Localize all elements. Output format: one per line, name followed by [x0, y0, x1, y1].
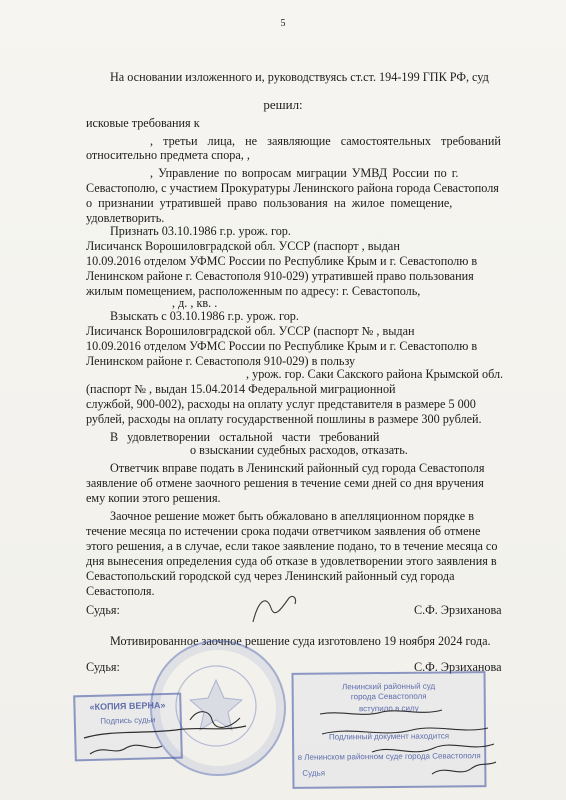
text-line: Заочное решение может быть обжаловано в апелляционном порядке в	[110, 509, 474, 523]
reasoned-decision-line: Мотивированное заочное решение суда изготовлено 19 ноября 2024 года.	[110, 634, 491, 648]
text-line: удовлетворить.	[86, 211, 165, 225]
text-line: о взыскании судебных расходов, отказать.	[190, 443, 408, 457]
judge-name: С.Ф. Эрзиханова	[414, 603, 502, 617]
text-line: Лисичанск Ворошиловградской обл. УССР (паспорт , выдан	[86, 239, 400, 253]
text-line: ему копии этого решения.	[86, 491, 221, 505]
court-stamp-line: города Севастополя	[350, 691, 427, 702]
text-line: 10.09.2016 отделом УФМС России по Республике Крым и г. Севастополю в	[86, 339, 478, 353]
court-stamp-line: Подлинный документ находится	[328, 731, 450, 742]
text-line: 10.09.2016 отделом УФМС России по Республике Крым и г. Севастополю в	[86, 254, 478, 268]
text-line: , д. , кв. .	[172, 296, 218, 310]
text-line: , третьи лица, не заявляющие самостоятельных требований	[150, 134, 501, 148]
text-line: Ленинском районе г. Севастополя 910-029) утратившей право пользования	[86, 269, 474, 283]
copy-signature-icon	[80, 706, 250, 764]
text-line: Севастополя.	[86, 584, 155, 598]
text-line: Севастополю, с участием Прокуратуры Ленинского района города Севастополя	[86, 181, 499, 195]
copy-true-line: Подпись судьи	[100, 715, 156, 726]
text-line: Лисичанск Ворошиловградской обл. УССР (паспорт № , выдан	[86, 324, 415, 338]
text-line: Ленинском районе г. Севастополя 910-029) в пользу	[86, 354, 356, 368]
text-line: исковые требования к	[86, 116, 200, 130]
judge-label: Судья:	[86, 603, 120, 617]
decision-heading: решил:	[263, 97, 303, 112]
text-line: заявление об отмене заочного решения в течение семи дней со дня вручения	[86, 476, 484, 490]
text-line: Взыскать с 03.10.1986 г.р. урож. гор.	[110, 309, 299, 323]
text-line: рублей, расходы на оплату государственной пошлины в размере 300 рублей.	[86, 412, 482, 426]
judge-label: Судья:	[86, 660, 120, 674]
text-line: В удовлетворении остальной части требований	[110, 430, 380, 444]
text-line: этого решения, а в случае, если такое заявление подано, то в течение месяца со	[86, 539, 498, 553]
judge-signature-icon	[245, 588, 305, 628]
text-line: (паспорт № , выдан 15.04.2014 Федеральной миграционной	[86, 382, 396, 396]
copy-true-title: «КОПИЯ ВЕРНА»	[89, 700, 166, 712]
text-line: о признании утратившей право пользования на жилое помещение,	[86, 196, 453, 210]
page-number: 5	[280, 18, 286, 29]
text-line: , урож. гор. Саки Сакского района Крымской обл.	[246, 367, 504, 381]
text-line: Признать 03.10.1986 г.р. урож. гор.	[110, 224, 291, 238]
text-line: службой, 900-002), расходы на оплату услуг представителя в размере 5 000	[86, 397, 476, 411]
court-stamp-line: в Ленинском районном суде города Севастополя	[297, 751, 481, 762]
text-line: дня вынесения определения суда об отказе в удовлетворении этого заявления в	[86, 554, 497, 568]
court-stamp-line: вступило в силу	[358, 703, 419, 714]
text-line: жилым помещением, расположенным по адресу: г. Севастополь,	[86, 284, 421, 298]
court-stamp-line: Ленинский районный суд	[341, 681, 436, 692]
text-line: , Управление по вопросам миграции УМВД России по г.	[150, 166, 459, 180]
court-stamp-line: Судья	[302, 768, 326, 778]
text-line: Ответчик вправе подать в Ленинский районный суд города Севастополя	[110, 461, 485, 475]
court-handwriting-icon	[312, 700, 502, 786]
judge-name: С.Ф. Эрзиханова	[414, 660, 502, 674]
text-line: течение месяца по истечении срока подачи ответчиком заявления об отмене	[86, 524, 481, 538]
text-line: относительно предмета спора, ,	[86, 148, 250, 162]
text-line: Севастопольский городской суд через Ленинский районный суд города	[86, 569, 455, 583]
intro-line: На основании изложенного и, руководствуясь ст.ст. 194-199 ГПК РФ, суд	[110, 70, 489, 84]
